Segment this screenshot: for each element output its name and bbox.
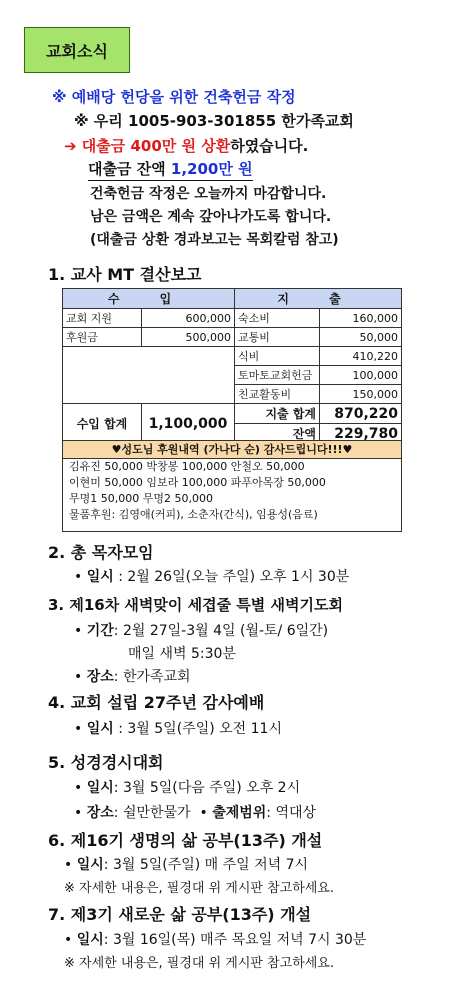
table-row [63, 404, 402, 424]
income-total: 1,100,000 [142, 404, 235, 444]
notice-heading: ※ 예배당 헌당을 위한 건축헌금 작정 [52, 88, 296, 106]
section-7-bullet: • 일시: 3월 16일(목) 매주 목요일 저녁 7시 30분 [64, 932, 367, 948]
table-row: 친교활동비 150,000 [63, 385, 402, 404]
table-row: 식비 410,220 [63, 347, 402, 366]
section-7-title: 7. 제3기 새로운 삶 공부(13주) 개설 [48, 905, 312, 924]
expense-header: 지 출 [235, 289, 402, 309]
table-row: 후원금 500,000 교통비 50,000 [63, 328, 402, 347]
donation-line: 무명1 50,000 무명2 50,000 [69, 492, 213, 505]
page-title: 교회소식 [24, 27, 130, 73]
expense-total: 870,220 [320, 404, 402, 424]
donation-line: 김유진 50,000 박창봉 100,000 안철오 50,000 [69, 460, 305, 473]
section-6-note: ※ 자세한 내용은, 필경대 위 게시판 참고하세요. [64, 881, 334, 896]
income-total-label: 수입 합계 [63, 404, 142, 444]
section-6-title: 6. 제16기 생명의 삶 공부(13주) 개설 [48, 831, 323, 850]
section-7-note: ※ 자세한 내용은, 필경대 위 게시판 참고하세요. [64, 956, 334, 971]
account-line: ※ 우리 1005-903-301855 한가족교회 [74, 112, 354, 130]
section-5-bullet-1: • 일시: 3월 5일(다음 주일) 오후 2시 [74, 780, 301, 796]
balance-value: 229,780 [320, 424, 402, 444]
donations-box [62, 440, 402, 532]
section-3-bullet-1: • 기간: 2월 27일-3월 4일 (월-토/ 6일간) [74, 623, 329, 639]
balance-label: 잔액 [235, 424, 320, 444]
donations-header: ♥성도님 후원내역 (가나다 순) 감사드립니다!!!♥ [63, 441, 401, 459]
table-row: 교회 지원 600,000 숙소비 160,000 [63, 309, 402, 328]
income-header: 수 입 [63, 289, 235, 309]
section-3-bullet-2: • 장소: 한가족교회 [74, 669, 191, 685]
section-3-title: 3. 제16차 새벽맞이 세겹줄 특별 새벽기도회 [48, 596, 343, 614]
donation-line: 이현미 50,000 임보라 100,000 파푸아목장 50,000 [69, 476, 326, 489]
section-3-bullet-1-cont: 매일 새벽 5:30분 [128, 646, 236, 662]
section-6-bullet: • 일시: 3월 5일(주일) 매 주일 저녁 7시 [64, 857, 309, 873]
section-2-title: 2. 총 목자모임 [48, 543, 154, 562]
notice-line-3: (대출금 상환 경과보고는 목회칼럼 참고) [90, 232, 339, 248]
section-4-title: 4. 교회 설립 27주년 감사예배 [48, 693, 265, 712]
section-1-title: 1. 교사 MT 결산보고 [48, 265, 202, 284]
loan-balance-line: 대출금 잔액 1,200만 원 [88, 158, 253, 181]
notice-line-1: 건축헌금 작정은 오늘까지 마감합니다. [90, 186, 327, 202]
notice-line-2: 남은 금액은 계속 갚아나가도록 합니다. [90, 209, 332, 225]
section-2-bullet: • 일시 : 2월 26일(오늘 주일) 오후 1시 30분 [74, 569, 350, 585]
donation-line: 물품후원: 김영애(커피), 소춘자(간식), 임용성(음료) [69, 508, 318, 521]
section-5-title: 5. 성경경시대회 [48, 753, 164, 772]
expense-total-label: 지출 합계 [235, 404, 320, 424]
section-4-bullet: • 일시 : 3월 5일(주일) 오전 11시 [74, 721, 282, 737]
table-row: 토마토교회헌금 100,000 [63, 366, 402, 385]
section-5-bullet-2: • 장소: 쉴만한물가 • 출제범위: 역대상 [74, 805, 317, 821]
repayment-line: ➔ 대출금 400만 원 상환하였습니다. [64, 137, 309, 155]
finance-table [62, 288, 402, 444]
